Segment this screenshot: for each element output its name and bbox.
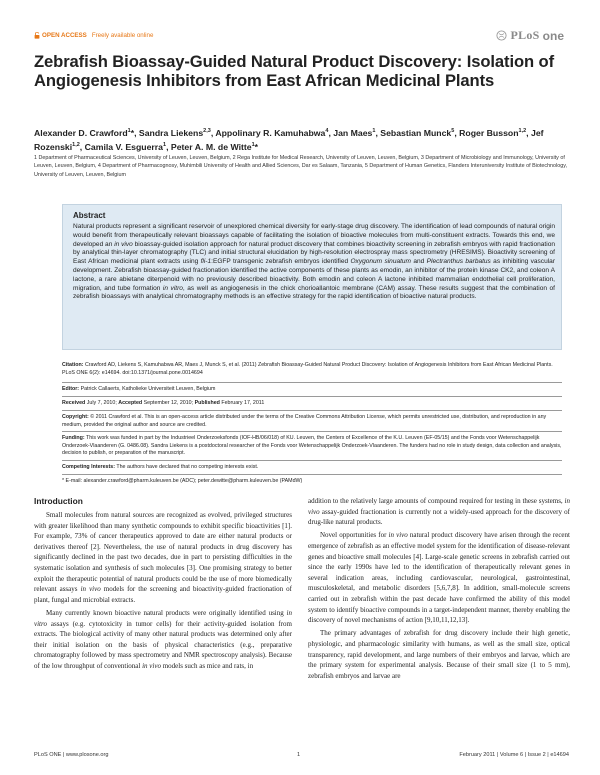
accepted-label: Accepted bbox=[118, 400, 143, 406]
dates bbox=[62, 400, 562, 408]
abstract-text: Natural products represent a significant reservoir of unexplored chemical diversity for early-stage drug discovery. The identification of lead compounds of natural origin would benefit from therapeutically relevant bioassays capable of facilitating the isolation of bioactive molecules from multi-constituent extracts. Towards this end, we developed an in vivo bioassay-guided isolation approach for natural product discovery that combines bioactivity screening in zebrafish embryos with rapid fractionation by analytical thin-layer chromatography (TLC) and initial structural elucidation by high-resolution electrospray mass spectrometry (HRESIMS). Bioactivity screening of East African medicinal plant extracts using fli-1:EGFP transgenic zebrafish embryos identified Oxygonum sinuatum and Plectranthus barbatus as inhibiting vascular development. Zebrafish bioassay-guided fractionation identified the active components of these plants as emodin, an inhibitor of the protein kinase CK2, and coleon A lactone, a rare abietane diterpenoid with no previously described bioactivity. Both emodin and coleon A lactone inhibited mammalian endothelial cell proliferation, migration, and tube formation in vitro, as well as angiogenesis in the chick chorioallantoic membrane (CAM) assay. These results suggest that the combination of zebrafish bioassays with analytical chromatography methods is an effective strategy for the rapid identification of bioactive natural products. bbox=[73, 223, 555, 301]
introduction-heading: Introduction bbox=[34, 496, 83, 506]
meta-divider bbox=[62, 431, 562, 432]
open-access-label: OPEN ACCESS bbox=[42, 32, 87, 39]
page-footer bbox=[34, 752, 569, 764]
page-number: 1 bbox=[297, 752, 301, 758]
published-label: Published bbox=[194, 400, 220, 406]
copyright-label: Copyright: bbox=[62, 414, 89, 420]
citation bbox=[62, 362, 562, 377]
article-title: Zebrafish Bioassay-Guided Natural Product Discovery: Isolation of Angiogenesis Inhibitors from East African Medicinal Plants bbox=[34, 52, 555, 90]
citation-text: Crawford AD, Liekens S, Kamuhabwa AR, Maes J, Munck S, et al. (2011) Zebrafish Bioassay-Guided Natural Product Discovery: Isolation of Angiogenesis Inhibitors from East African Medicinal Plants. PLoS ONE 6(2): e14694. doi:10.1371/journal.pone.0014694 bbox=[62, 362, 553, 376]
freely-available-label: Freely available online bbox=[91, 32, 154, 39]
competing-text: The authors have declared that no competing interests exist. bbox=[116, 464, 259, 470]
author-list: Alexander D. Crawford$^1$*, Sandra Liekens$^{2,3}$, Appolinary R. Kamuhabwa$^4$, Jan Maes$^1$, Sebastian Munck$^5$, Roger Busson$^{1,2}$, Jef Rozenski$^{1,2}$, Camila V. Esguerra$^1$, Peter A. M. de Witte$^1$* bbox=[34, 127, 544, 152]
intro-left-column bbox=[34, 510, 292, 674]
copyright bbox=[62, 414, 562, 429]
funding-label: Funding: bbox=[62, 435, 85, 441]
paragraph: addition to the relatively large amounts of compound required for testing in these systems, in vivo assay-guided fractionation is currently not a widely-used approach for the discovery of drug-like natural products. bbox=[308, 497, 570, 527]
meta-divider bbox=[62, 396, 562, 397]
logo-plos-text: PLoS bbox=[510, 28, 540, 42]
editor bbox=[62, 386, 562, 394]
affiliations: 1 Department of Pharmaceutical Sciences, University of Leuven, Leuven, Belgium, 2 Rega Institute for Medical Research, University of Leuven, Leuven, Belgium, 3 Department of Microbiology and Immunology, University of Leuven, Leuven, Belgium, 4 Department of Pharmacognosy, Muhimbili University of Health and Allied Sciences, Dar es Salaam, Tanzania, 5 Department of Human Genetics, Flanders Interuniversity Institute of Biotechnology, University of Leuven, Leuven, Belgium bbox=[34, 155, 568, 178]
competing-label: Competing Interests: bbox=[62, 464, 115, 470]
logo-one-text: one bbox=[542, 28, 564, 43]
funding bbox=[62, 435, 562, 458]
journal-logo[interactable] bbox=[496, 28, 564, 43]
open-access-lock-icon bbox=[34, 32, 40, 39]
open-access-badge[interactable] bbox=[34, 32, 153, 39]
received-date: July 7, 2010; bbox=[86, 400, 117, 406]
meta-divider bbox=[62, 474, 562, 475]
published-date: February 17, 2011 bbox=[221, 400, 265, 406]
accepted-date: September 12, 2010; bbox=[143, 400, 194, 406]
paragraph: The primary advantages of zebrafish for drug discovery include their high genetic, physiologic, and pharmacologic similarity with humans, as well as the small size, optical transparency, rapid development, and large numbers of their embryos and larvae, which are the primary system for experimental analysis. Because of their small size (1 to 5 mm), zebrafish embryos and larvae are bbox=[308, 629, 570, 680]
paragraph: Small molecules from natural sources are recognized as evolved, privileged structures with greater likelihood than many synthetic compounds to exhibit specific bioactivities [1]. For example, 73% of cancer therapeutics approved to date are either natural products or derivatives thereof [2]. Nevertheless, the use of natural products in drug discovery has significantly declined in the past two decades, due in part to persisting difficulties in the systematic isolation and synthesis of such molecules [3]. One promising strategy to better exploit the therapeutic potential of natural products could be the use of more biomedically relevant assays in vivo models for the screening and bioactivity-guided fractionation of plant, fungal and microbial extracts. bbox=[34, 511, 292, 604]
intro-right-column bbox=[308, 496, 570, 684]
copyright-text: © 2011 Crawford et al. This is an open-access article distributed under the terms of the Creative Commons Attribution License, which permits unrestricted use, distribution, and reproduction in any medium, provided the original author and source are credited. bbox=[62, 414, 547, 428]
received-label: Received bbox=[62, 400, 86, 406]
citation-label: Citation: bbox=[62, 362, 84, 368]
meta-divider bbox=[62, 410, 562, 411]
paragraph: Novel opportunities for in vivo natural product discovery have arisen through the recent emergence of zebrafish as an effective model system for the identification of disease-relevant genes and bioactive small molecules [4]. Large-scale genetic screens in zebrafish carried out since the early 1990s have led to the identification of therapeutically relevant genes in several indication areas, including cardiovascular, neurological, gastrointestinal, musculoskeletal, and metabolic disorders [5,6,7,8]. In addition, small-molecule screens carried out in zebrafish within the past decade have confirmed the ability of this model system to identify bioactive compounds in a target-independent manner, thereby enabling the discovery of novel mechanisms of action [9,10,11,12,13]. bbox=[308, 531, 570, 625]
meta-divider bbox=[62, 382, 562, 383]
plos-logo-icon bbox=[496, 30, 507, 41]
paragraph: Many currently known bioactive natural products were originally identified using in vitro assays (e.g. cytotoxicity in tumor cells) for their activity-guided isolation from extracts. The biological activity of many other natural products was determined only after their initial isolation on the basis of physical characteristics (e.g., preparative chromatography followed by mass spectrometry and NMR spectroscopy analysis). Because of the low throughput of conventional in vivo models such as mice and rats, in bbox=[34, 608, 292, 670]
journal-header bbox=[34, 30, 564, 44]
editor-label: Editor: bbox=[62, 386, 80, 392]
funding-text: This work was funded in part by the Industrieel Onderzoeksfonds (IOF-HB/06/018) of KU. Leuven, the Centers of Excellence of the K.U. Leuven (EF-05/15) and the Fonds voor Wetenschappelijk Onderzoek-Vlaanderen (G. 0486.08). Sandra Liekens is a postdoctoral researcher of the Fonds voor Wetenschappelijk Onderzoek-Vlaanderen. The funders had no role in study design, data collection and analysis, decision to publish, or preparation of the manuscript. bbox=[62, 435, 562, 457]
abstract-box bbox=[62, 204, 562, 350]
footer-journal-link[interactable]: PLoS ONE | www.plosone.org bbox=[34, 752, 109, 758]
contact-email[interactable]: * E-mail: alexander.crawford@pharm.kuleuven.be (ADC); peter.dewitte@pharm.kuleuven.be (PAMdW) bbox=[62, 478, 303, 484]
competing-interests bbox=[62, 464, 562, 472]
footer-issue-info: February 2011 | Volume 6 | Issue 2 | e14694 bbox=[459, 752, 569, 758]
meta-divider bbox=[62, 460, 562, 461]
abstract-heading: Abstract bbox=[73, 211, 106, 220]
editor-text: Patrick Callaerts, Katholieke Universiteit Leuven, Belgium bbox=[80, 386, 216, 392]
